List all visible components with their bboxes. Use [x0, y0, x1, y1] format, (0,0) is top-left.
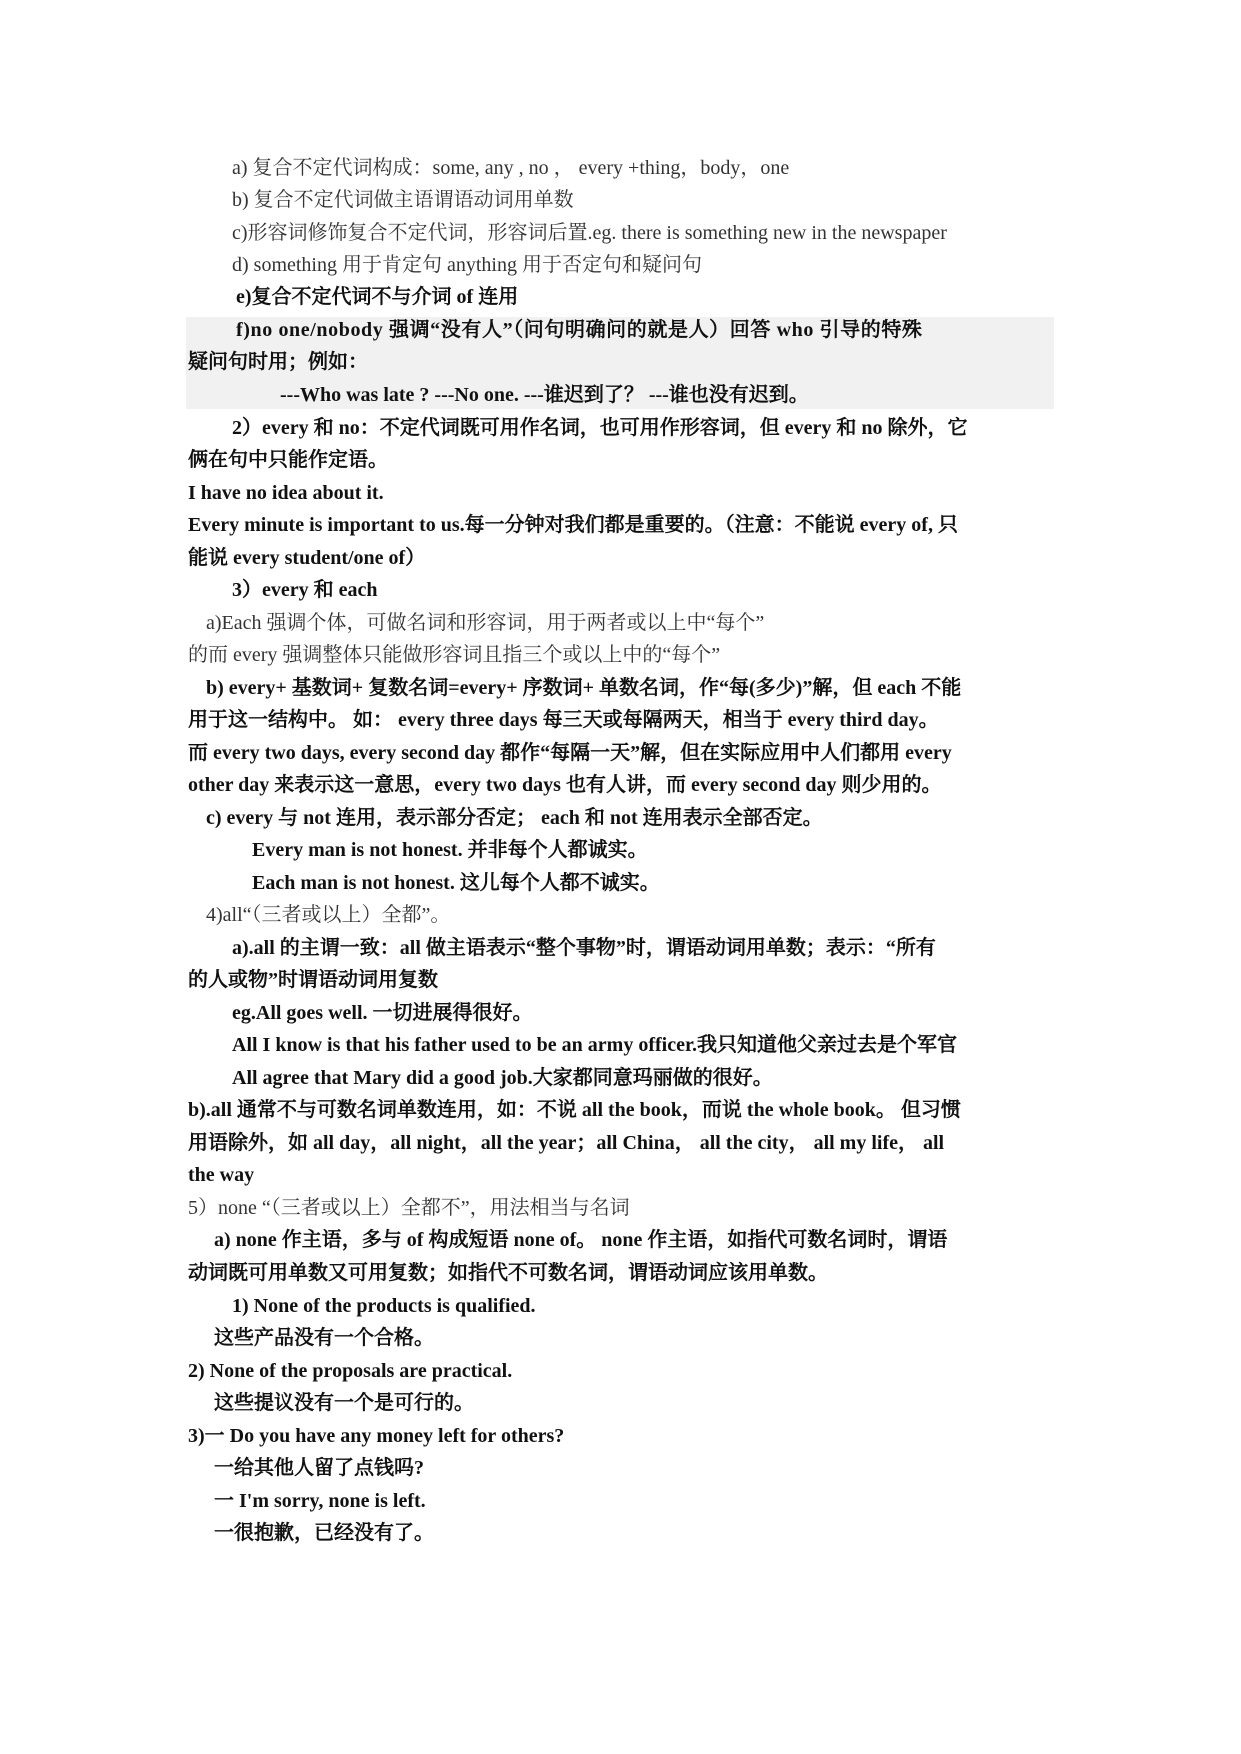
example-every-man: Every man is not honest. 并非每个人都诚实。	[252, 839, 648, 861]
example-every-minute-continued: 能说 every student/one of）	[188, 547, 426, 569]
line-3b-every-two-days: 而 every two days, every second day 都作“每隔一天”解，但在实际应用中人们都用 every	[188, 742, 952, 764]
line-3c-partial-negation: c) every 与 not 连用，表示部分否定； each 和 not 连用表示全部否定。	[206, 807, 823, 829]
example-3-answer: 一 I'm sorry, none is left.	[214, 1490, 426, 1512]
example-2-none-proposals: 2) None of the proposals are practical.	[188, 1360, 513, 1382]
example-3-question-translation: 一给其他人留了点钱吗?	[214, 1457, 424, 1479]
line-5a-none-subject: a) none 作主语，多与 of 构成短语 none of。 none 作主语，如指代可数名词时，谓语	[214, 1229, 948, 1251]
example-all-agree: All agree that Mary did a good job.大家都同意玛丽做的很好。	[232, 1067, 773, 1089]
line-a-compound-pronoun-formation: a) 复合不定代词构成：some, any , no ， every +thing，body，one	[232, 157, 790, 179]
example-every-minute: Every minute is important to us.每一分钟对我们都是重要的。（注意：不能说 every of, 只	[188, 514, 958, 536]
example-2-translation: 这些提议没有一个是可行的。	[214, 1392, 474, 1414]
example-1-translation: 这些产品没有一个合格。	[214, 1327, 434, 1349]
line-3b-every-three-days: 用于这一结构中。 如： every three days 每三天或每隔两天，相当于 every third day。	[188, 709, 939, 731]
line-f-continued: 疑问句时用；例如：	[188, 351, 368, 373]
example-3-question: 3)一 Do you have any money left for others?	[188, 1425, 565, 1447]
line-4b-idioms: 用语除外，如 all day，all night，all the year；all China， all the city， all my life， all	[188, 1132, 945, 1154]
example-3-answer-translation: 一很抱歉，已经没有了。	[214, 1522, 434, 1544]
example-1-none-products: 1) None of the products is qualified.	[232, 1295, 536, 1317]
example-all-i-know: All I know is that his father used to be an army officer.我只知道他父亲过去是个军官	[232, 1034, 958, 1056]
section-5-none: 5）none “（三者或以上）全都不”，用法相当与名词	[188, 1197, 630, 1219]
section-2-every-no: 2）every 和 no：不定代词既可用作名词，也可用作形容词，但 every 和 no 除外，它	[232, 417, 968, 439]
line-3b-every-other-day: other day 来表示这一意思，every two days 也有人讲，而 every second day 则少用的。	[188, 774, 942, 796]
line-b-singular-verb: b) 复合不定代词做主语谓语动词用单数	[232, 189, 574, 211]
section-3-every-each: 3）every 和 each	[232, 579, 378, 601]
example-all-goes-well: eg.All goes well. 一切进展得很好。	[232, 1002, 533, 1024]
line-3a-each-individual: a)Each 强调个体，可做名词和形容词，用于两者或以上中“每个”	[206, 612, 765, 634]
line-4b-all-singular: b).all 通常不与可数名词单数连用，如：不说 all the book，而说 the whole book。 但习惯	[188, 1099, 961, 1121]
line-5a-continued: 动词既可用单数又可用复数；如指代不可数名词，谓语动词应该用单数。	[188, 1262, 828, 1284]
example-each-man: Each man is not honest. 这儿每个人都不诚实。	[252, 872, 660, 894]
line-4a-continued: 的人或物”时谓语动词用复数	[188, 969, 438, 991]
line-4b-the-way: the way	[188, 1164, 255, 1186]
line-e-no-of: e)复合不定代词不与介词 of 连用	[236, 286, 519, 308]
example-who-was-late: ---Who was late ? ---No one. ---谁迟到了？ ---谁也没有迟到。	[280, 384, 809, 406]
line-c-adjective-postposition: c)形容词修饰复合不定代词，形容词后置.eg. there is something new in the newspaper	[232, 222, 947, 244]
line-3a-every-whole: 的而 every 强调整体只能做形容词且指三个或以上中的“每个”	[188, 644, 721, 666]
section-4-all: 4)all“（三者或以上）全都”。	[206, 904, 451, 926]
example-no-idea: I have no idea about it.	[188, 482, 384, 504]
line-d-something-anything: d) something 用于肯定句 anything 用于否定句和疑问句	[232, 254, 702, 276]
line-3b-every-number: b) every+ 基数词+ 复数名词=every+ 序数词+ 单数名词，作“每(多少)”解，但 each 不能	[206, 677, 962, 699]
line-f-no-one-nobody: f)no one/nobody 强调“没有人”（问句明确问的就是人）回答 who 引导的特殊	[236, 319, 923, 341]
section-2-continued: 俩在句中只能作定语。	[188, 449, 388, 471]
line-4a-all-agreement: a).all 的主谓一致：all 做主语表示“整个事物”时，谓语动词用单数；表示：“所有	[232, 937, 936, 959]
